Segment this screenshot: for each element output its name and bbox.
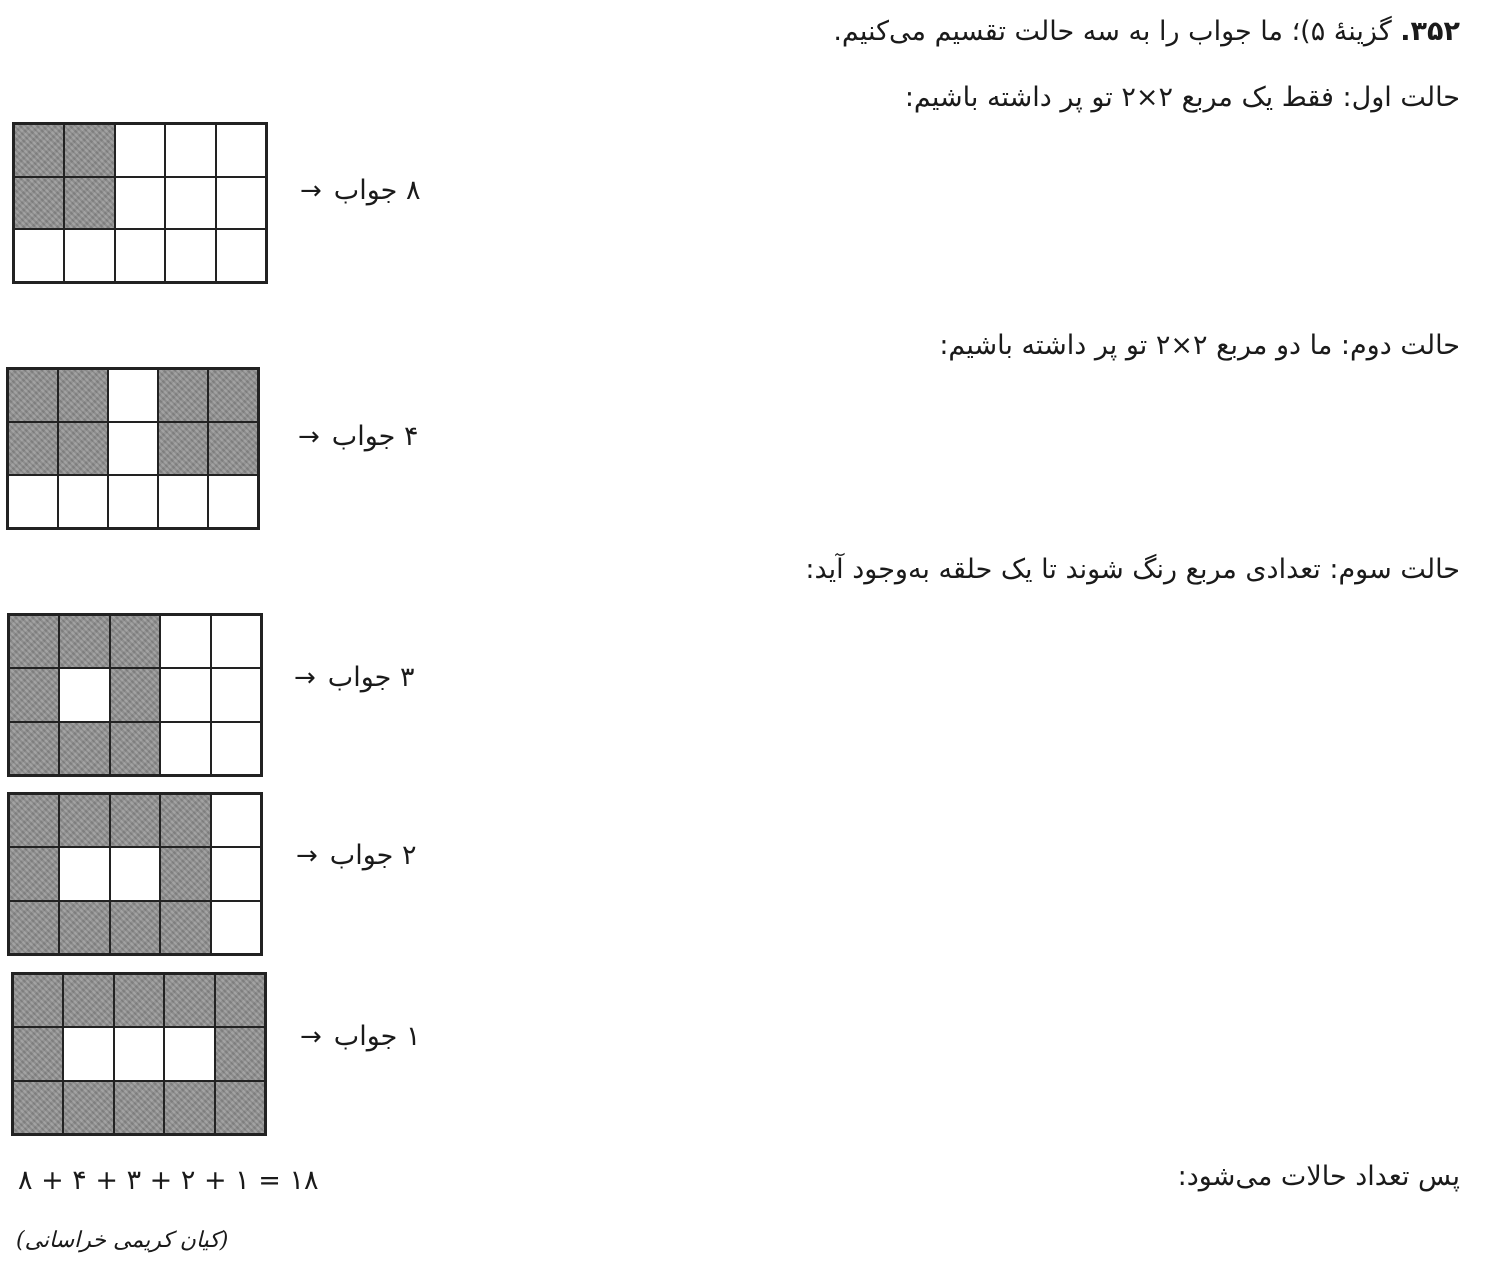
empty-cell xyxy=(160,615,210,668)
shaded-cell xyxy=(64,124,114,177)
empty-cell xyxy=(58,475,108,528)
empty-cell xyxy=(160,668,210,721)
shaded-cell xyxy=(114,974,164,1027)
grid-4 xyxy=(7,792,263,956)
empty-cell xyxy=(8,475,58,528)
shaded-cell xyxy=(59,615,109,668)
shaded-cell xyxy=(14,177,64,230)
shaded-cell xyxy=(13,1027,63,1080)
shaded-cell xyxy=(58,422,108,475)
empty-cell xyxy=(114,1027,164,1080)
shaded-cell xyxy=(215,1027,265,1080)
shaded-cell xyxy=(64,177,114,230)
empty-cell xyxy=(160,722,210,775)
answer-1-label: ۸ جواب xyxy=(333,175,421,206)
grid-2 xyxy=(6,367,260,530)
shaded-cell xyxy=(59,722,109,775)
empty-cell xyxy=(108,422,158,475)
empty-cell xyxy=(63,1027,113,1080)
shaded-cell xyxy=(164,974,214,1027)
empty-cell xyxy=(211,668,261,721)
grid-3 xyxy=(7,613,263,777)
shaded-cell xyxy=(110,794,160,847)
empty-cell xyxy=(59,668,109,721)
empty-cell xyxy=(211,847,261,900)
shaded-cell xyxy=(13,1081,63,1134)
answer-4 xyxy=(296,838,416,874)
shaded-cell xyxy=(8,422,58,475)
empty-cell xyxy=(115,177,165,230)
empty-cell xyxy=(110,847,160,900)
question-header-text: گزینهٔ ۵)؛ ما جواب را به سه حالت تقسیم می‌کنیم. xyxy=(833,16,1392,47)
answer-2 xyxy=(298,419,418,455)
empty-cell xyxy=(165,124,215,177)
empty-cell xyxy=(211,794,261,847)
shaded-cell xyxy=(59,794,109,847)
sum-label: پس تعداد حالات می‌شود: xyxy=(1177,1161,1460,1192)
answer-2-label: ۴ جواب xyxy=(331,421,419,452)
shaded-cell xyxy=(110,901,160,954)
arrow-icon: → xyxy=(298,422,320,452)
shaded-cell xyxy=(63,974,113,1027)
shaded-cell xyxy=(8,369,58,422)
shaded-cell xyxy=(9,668,59,721)
shaded-cell xyxy=(110,722,160,775)
empty-cell xyxy=(158,475,208,528)
shaded-cell xyxy=(9,901,59,954)
grid-5 xyxy=(11,972,267,1136)
empty-cell xyxy=(211,901,261,954)
shaded-cell xyxy=(9,722,59,775)
shaded-cell xyxy=(63,1081,113,1134)
shaded-cell xyxy=(59,901,109,954)
question-header xyxy=(833,12,1460,52)
shaded-cell xyxy=(110,668,160,721)
shaded-cell xyxy=(13,974,63,1027)
answer-4-label: ۲ جواب xyxy=(329,840,417,871)
empty-cell xyxy=(108,369,158,422)
arrow-icon: → xyxy=(294,663,316,693)
answer-5 xyxy=(300,1019,420,1055)
shaded-cell xyxy=(9,794,59,847)
empty-cell xyxy=(211,615,261,668)
question-number: ۳۵۲. xyxy=(1400,16,1460,47)
empty-cell xyxy=(14,229,64,282)
empty-cell xyxy=(115,229,165,282)
empty-cell xyxy=(208,475,258,528)
case-3-text: حالت سوم: تعدادی مربع رنگ شوند تا یک حلقه به‌وجود آید: xyxy=(805,554,1460,585)
empty-cell xyxy=(211,722,261,775)
empty-cell xyxy=(165,229,215,282)
shaded-cell xyxy=(215,974,265,1027)
empty-cell xyxy=(216,124,266,177)
empty-cell xyxy=(64,229,114,282)
author-credit: (کیان کریمی خراسانی) xyxy=(16,1228,229,1253)
shaded-cell xyxy=(14,124,64,177)
shaded-cell xyxy=(160,901,210,954)
shaded-cell xyxy=(160,794,210,847)
shaded-cell xyxy=(164,1081,214,1134)
empty-cell xyxy=(108,475,158,528)
arrow-icon: → xyxy=(300,1022,322,1052)
answer-3-label: ۳ جواب xyxy=(327,662,415,693)
arrow-icon: → xyxy=(296,841,318,871)
shaded-cell xyxy=(208,369,258,422)
empty-cell xyxy=(115,124,165,177)
case-2-text: حالت دوم: ما دو مربع ۲×۲ تو پر داشته باشیم: xyxy=(939,330,1460,361)
shaded-cell xyxy=(158,369,208,422)
empty-cell xyxy=(59,847,109,900)
case-1-text: حالت اول: فقط یک مربع ۲×۲ تو پر داشته باشیم: xyxy=(904,82,1460,113)
shaded-cell xyxy=(114,1081,164,1134)
answer-1 xyxy=(300,173,420,209)
shaded-cell xyxy=(9,847,59,900)
answer-3 xyxy=(294,660,414,696)
answer-5-label: ۱ جواب xyxy=(333,1021,421,1052)
sum-equation: ۸ + ۴ + ۳ + ۲ + ۱ = ۱۸ xyxy=(18,1165,319,1196)
empty-cell xyxy=(164,1027,214,1080)
empty-cell xyxy=(216,229,266,282)
shaded-cell xyxy=(160,847,210,900)
shaded-cell xyxy=(208,422,258,475)
grid-1 xyxy=(12,122,268,284)
arrow-icon: → xyxy=(300,176,322,206)
shaded-cell xyxy=(158,422,208,475)
empty-cell xyxy=(216,177,266,230)
empty-cell xyxy=(165,177,215,230)
shaded-cell xyxy=(58,369,108,422)
shaded-cell xyxy=(110,615,160,668)
shaded-cell xyxy=(9,615,59,668)
shaded-cell xyxy=(215,1081,265,1134)
